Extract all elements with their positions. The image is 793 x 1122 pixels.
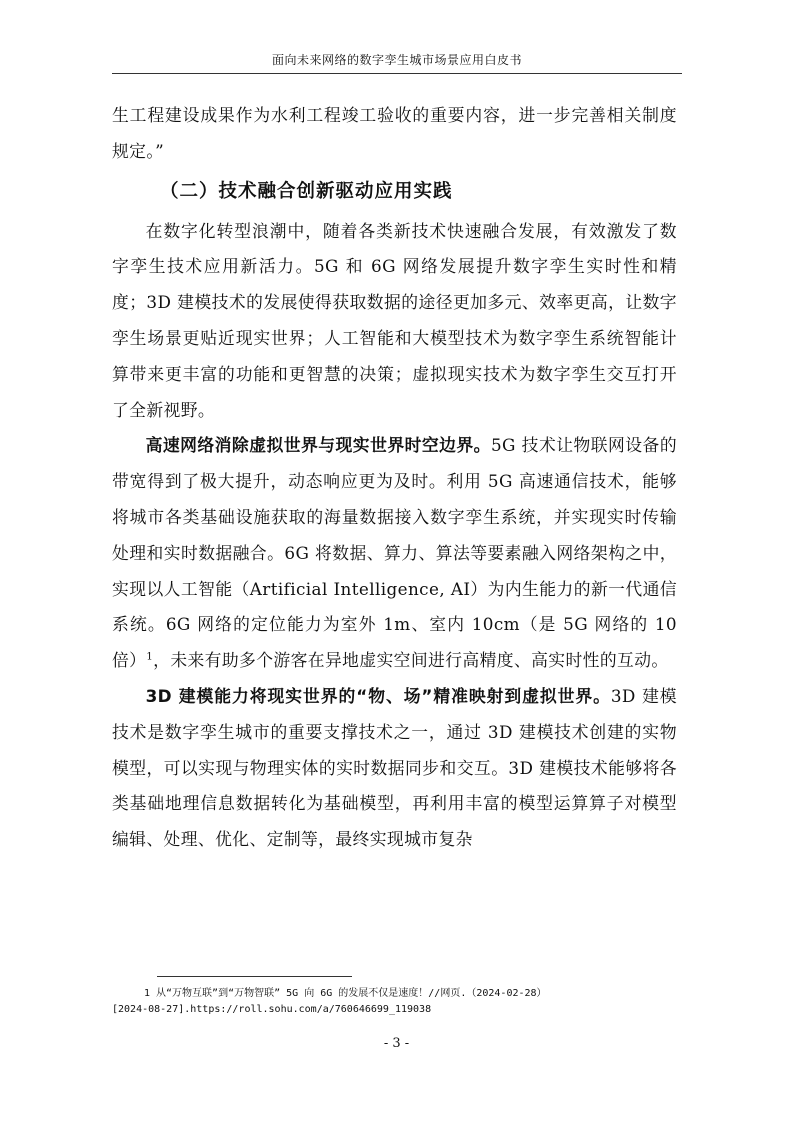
continued-paragraph: 生工程建设成果作为水利工程竣工验收的重要内容，进一步完善相关制度规定。” xyxy=(112,105,677,161)
running-header: 面向未来网络的数字孪生城市场景应用白皮书 xyxy=(271,53,522,67)
network-paragraph-tail: ，未来有助多个游客在异地虚实空间进行高精度、高实时性的互动。 xyxy=(153,650,669,671)
intro-paragraph: 在数字化转型浪潮中，随着各类新技术快速融合发展，有效激发了数字孪生技术应用新活力。5G 和 6G 网络发展提升数字孪生实时性和精度；3D 建模技术的发展使得获取数据的途径更加多元、效率更高，让数字孪生场景更贴近现实世界；人工智能和大模型技术为数字孪生系统智能计算带来更丰富的功能和更智慧的决策；虚拟现实技术为数字孪生交互打开了全新视野。 xyxy=(112,220,677,420)
footnote-reference[interactable]: 1 xyxy=(146,651,154,663)
footnote-divider xyxy=(157,976,352,977)
page-body xyxy=(112,98,677,858)
page-number: - 3 - xyxy=(383,1036,410,1051)
modeling-paragraph xyxy=(112,679,677,858)
footnote-line-1: 1 从“万物互联”到“万物智联” 5G 向 6G 的发展不仅是速度！//网页.（2024-02-28） xyxy=(144,988,547,999)
header-divider xyxy=(112,73,682,74)
modeling-paragraph-text: 3D 建模技术是数字孪生城市的重要支撑技术之一，通过 3D 建模技术创建的实物模型，可以实现与物理实体的实时数据同步和交互。3D 建模技术能够将各类基础地理信息数据转化为基础模型，再利用丰富的模型运算算子对模型编辑、处理、优化、定制等，最终实现城市复杂 xyxy=(112,685,677,850)
network-paragraph xyxy=(112,428,677,679)
footnote xyxy=(112,986,677,1018)
network-paragraph-text: 5G 技术让物联网设备的带宽得到了极大提升，动态响应更为及时。利用 5G 高速通信技术，能够将城市各类基础设施获取的海量数据接入数字孪生系统，并实现实时传输处理和实时数据融合。6G 将数据、算力、算法等要素融入网络架构之中，实现以人工智能（Artificial Intelligence, AI）为内生能力的新一代通信系统。6G 网络的定位能力为室外 1m、室内 10cm（是 5G 网络的 10 倍） xyxy=(112,435,677,671)
section-heading: （二）技术融合创新驱动应用实践 xyxy=(160,180,453,202)
network-lead-sentence: 高速网络消除虚拟世界与现实世界时空边界。 xyxy=(145,435,491,456)
footnote-line-2[interactable]: [2024-08-27].https://roll.sohu.com/a/760646699_119038 xyxy=(112,1004,432,1015)
modeling-lead-sentence: 3D 建模能力将现实世界的“物、场”精准映射到虚拟世界。 xyxy=(145,685,611,706)
